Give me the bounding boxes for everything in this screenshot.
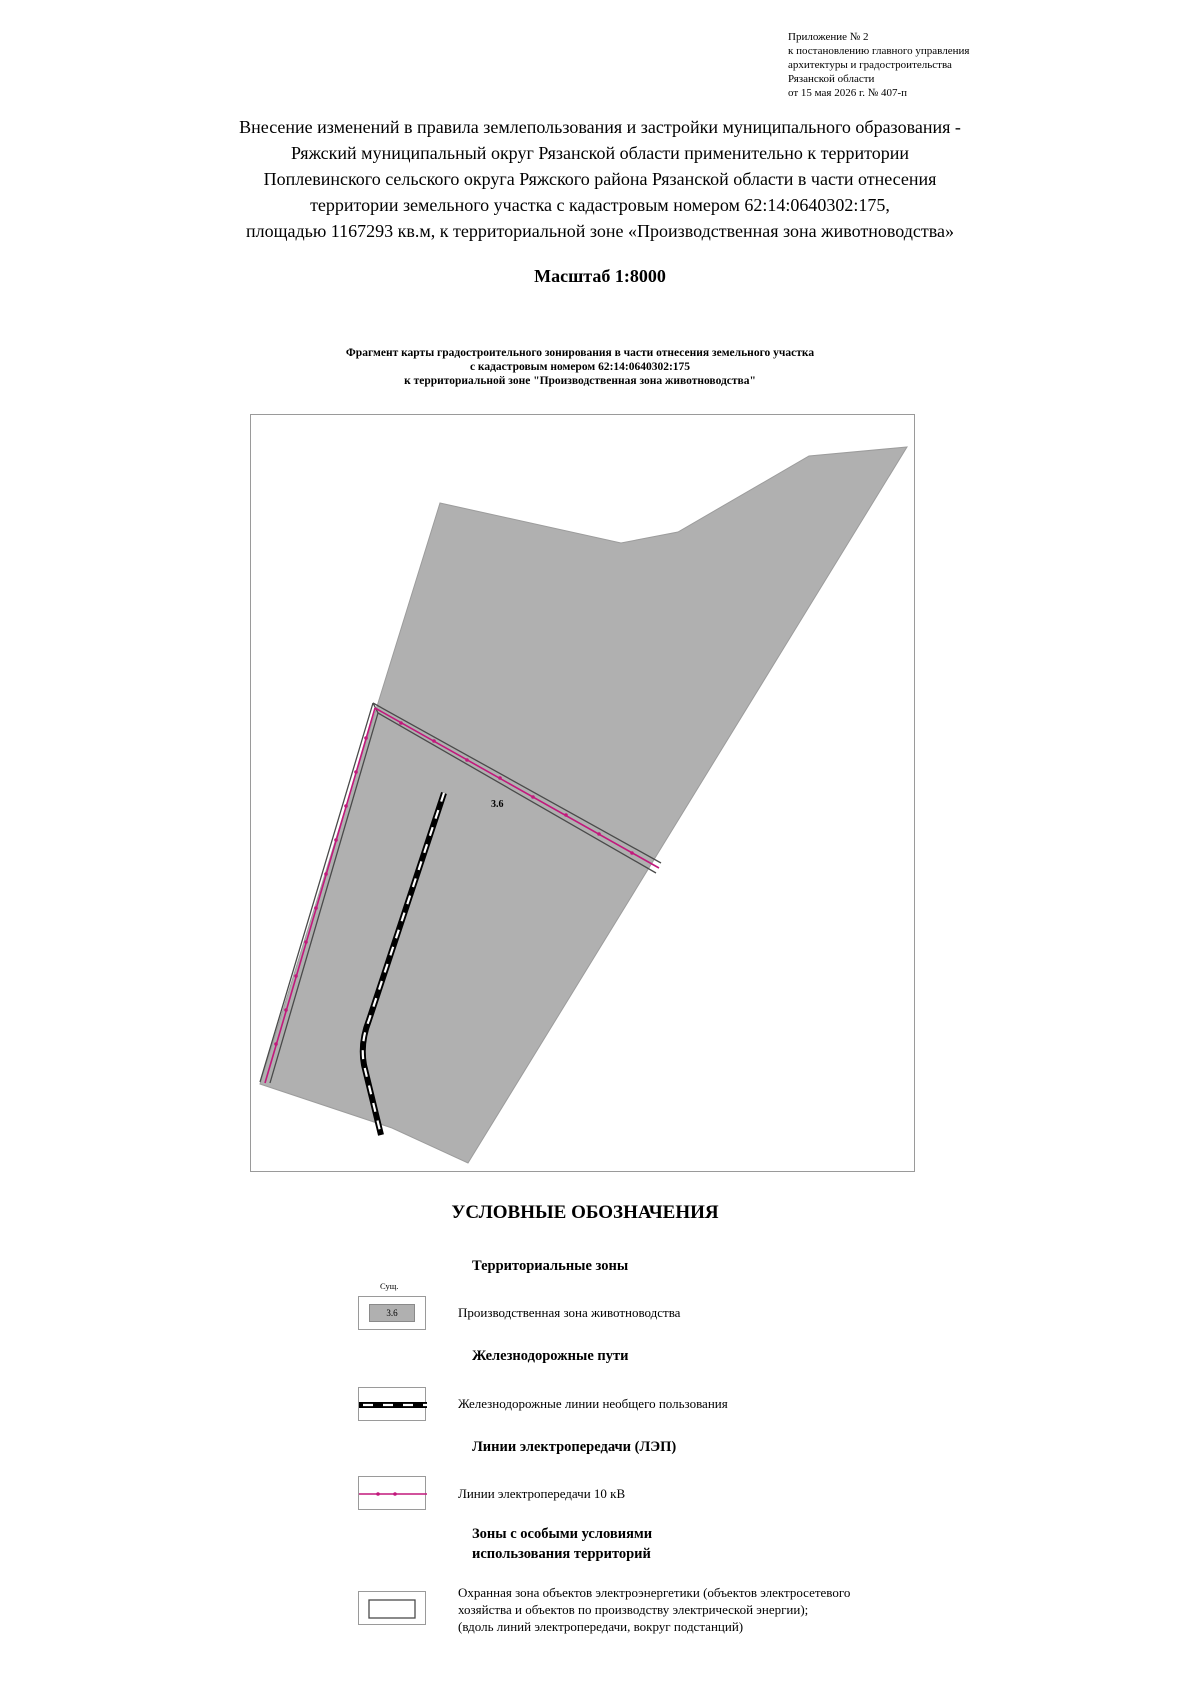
fragment-title-line: Фрагмент карты градостроительного зонирования в части отнесения земельного участка	[345, 347, 815, 359]
title-line: площадью 1167293 кв.м, к территориальной зоне «Производственная зона животноводства»	[246, 221, 954, 241]
appendix-line: Приложение № 2	[788, 31, 869, 43]
legend-zone-symbol	[358, 1296, 426, 1330]
legend-protection-text-line: хозяйства и объектов по производству электрической энергии);	[458, 1602, 809, 1617]
legend-power-text: Линии электропередачи 10 кВ	[458, 1486, 626, 1501]
zoning-map-svg	[251, 415, 916, 1173]
legend-protection-zone-text	[458, 1584, 850, 1635]
title-line: Поплевинского сельского округа Ряжского района Рязанской области в части отнесения	[263, 169, 937, 189]
legend-protection-zone-svg	[359, 1592, 427, 1626]
legend-special-heading-line: Зоны с особыми условиями	[472, 1526, 653, 1542]
legend-power-svg	[359, 1477, 427, 1511]
appendix-line: архитектуры и градостроительства	[788, 59, 952, 71]
legend-special-heading	[472, 1524, 652, 1564]
document-title	[150, 114, 1050, 244]
legend-railways-heading: Железнодорожные пути	[472, 1348, 629, 1364]
legend-zone-chip: 3.6	[369, 1304, 415, 1322]
appendix-line: от 15 мая 2026 г. № 407-п	[788, 87, 908, 99]
title-line: территории земельного участка с кадастровым номером 62:14:0640302:175,	[310, 195, 890, 215]
appendix-header	[788, 30, 969, 100]
legend-railway-text: Железнодорожные линии необщего пользования	[458, 1396, 728, 1411]
legend-railway-svg	[359, 1388, 427, 1422]
map-scale: Масштаб 1:8000	[534, 266, 666, 286]
legend-power-heading: Линии электропередачи (ЛЭП)	[472, 1439, 677, 1455]
legend-protection-text-line: (вдоль линий электропередачи, вокруг подстанций)	[458, 1619, 744, 1634]
legend-railway-symbol	[358, 1387, 426, 1421]
legend-special-heading-line: использования территорий	[472, 1546, 651, 1562]
legend-protection-zone-symbol	[358, 1591, 426, 1625]
legend-existing-label: Сущ.	[380, 1281, 399, 1291]
legend-zone-text: Производственная зона животноводства	[458, 1305, 681, 1320]
legend-power-symbol	[358, 1476, 426, 1510]
fragment-title-line: к территориальной зоне "Производственная зона животноводства"	[404, 375, 756, 387]
title-line: Внесение изменений в правила землепользования и застройки муниципального образования -	[239, 117, 961, 137]
legend-zones-heading: Территориальные зоны	[472, 1258, 629, 1274]
zoning-map	[250, 414, 915, 1172]
zone-label: 3.6	[491, 799, 504, 810]
appendix-line: Рязанской области	[788, 73, 875, 85]
legend-protection-text-line: Охранная зона объектов электроэнергетики (объектов электросетевого	[458, 1585, 851, 1600]
legend-title: УСЛОВНЫЕ ОБОЗНАЧЕНИЯ	[451, 1202, 719, 1223]
fragment-title-line: с кадастровым номером 62:14:0640302:175	[469, 361, 691, 373]
appendix-line: к постановлению главного управления	[788, 45, 970, 57]
fragment-title	[200, 346, 960, 388]
land-parcel-zone	[260, 447, 907, 1163]
title-line: Ряжский муниципальный округ Рязанской области применительно к территории	[290, 143, 910, 163]
